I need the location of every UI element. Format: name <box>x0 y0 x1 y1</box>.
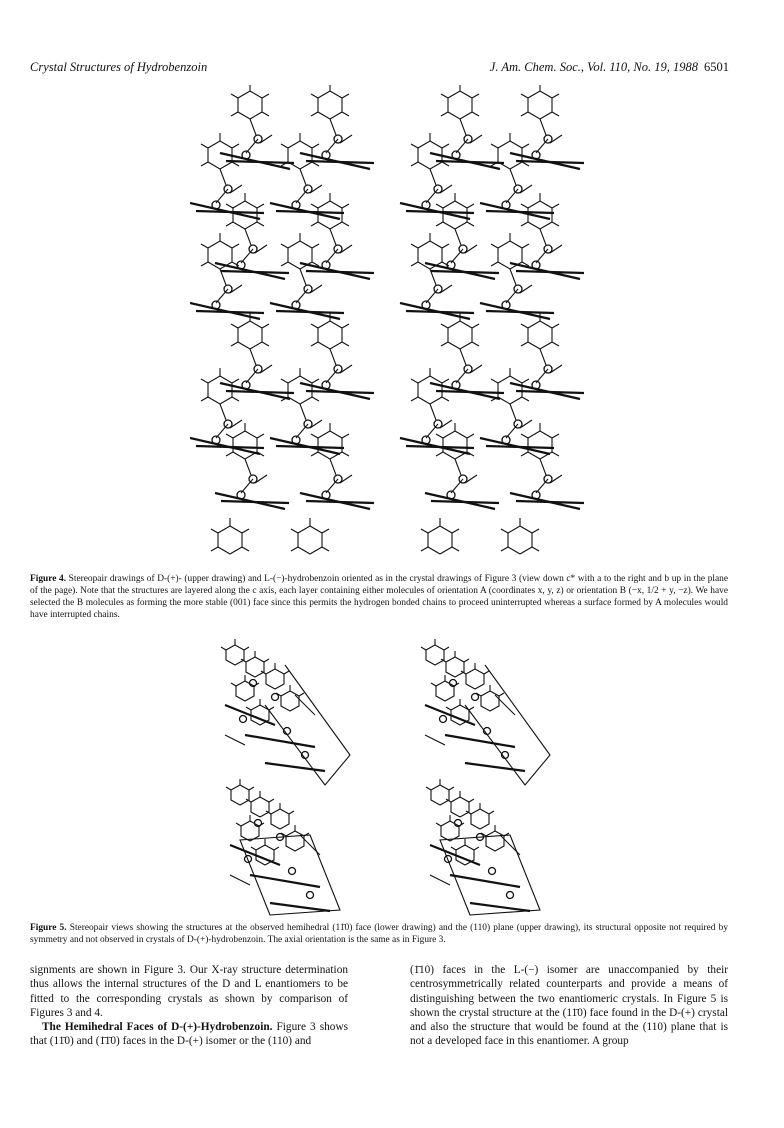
body-right-paragraph: (1̄10) faces in the L-(−) isomer are unaccompanied by their centrosymmetrically related counterparts and provide a means of distinguishing between the two enantiomeric crystals. In Figure 5 is shown the crystal structure at the (11̄0) face found in the D-(+) crystal and also the structure that would be found at the (110) plane that is not a developed face in this enantiomer. A group <box>410 964 728 1048</box>
figure-5-lower-right-view <box>426 779 540 915</box>
figure-5-lower-left-view <box>226 779 340 915</box>
figure-5-upper-left-view <box>221 639 350 785</box>
figure-4-caption-text: Stereopair drawings of D-(+)- (upper drawing) and L-(−)-hydrobenzoin oriented as in the crystal drawings of Figure 3 (view down c* with a to the right and b up in the plane of the page). Note that the structures are layered along the c axis, each layer containing either molecules of orientation A (coordinates x, y, z) or orientation B (−x, 1/2 + y, −z). We have selected the B molecules as forming the more stable (001) face since this permits the hydrogen bonded chains to proceed uninterrupted whereas a surface formed by A molecules would have interrupted chains. <box>30 574 729 620</box>
body-left-paragraph-1: signments are shown in Figure 3. Our X-ray structure determination thus allows the internal structures of the D and L enantiomers to be fitted to the corresponding crystals as shown by comparison of Figures 3 and 4. <box>30 964 348 1019</box>
figure-4-upper-right-view <box>400 85 584 319</box>
figure-5-caption <box>30 922 728 946</box>
page-number: 6501 <box>704 60 729 74</box>
figure-4-caption <box>30 573 728 621</box>
body-column-right <box>410 963 728 1049</box>
figure-5-upper-right-view <box>421 639 550 785</box>
figure-4-drawing <box>190 85 610 560</box>
figure-5-drawing <box>205 635 585 920</box>
section-heading-hemihedral-faces: The Hemihedral Faces of D-(+)-Hydrobenzoin. <box>42 1021 273 1034</box>
figure-5-label: Figure 5. <box>30 923 67 933</box>
figure-4-lower-left-view <box>190 313 374 554</box>
figure-4-label: Figure 4. <box>30 574 67 584</box>
figure-4-upper-left-view <box>190 85 374 319</box>
body-left-paragraph-2: Figure 3 shows that (11̄0) and (1̄1̄0) faces in the D-(+) isomer or the (110) and <box>30 1021 349 1048</box>
body-column-left <box>30 963 348 1049</box>
running-head-journal <box>490 60 729 75</box>
running-head-title: Crystal Structures of Hydrobenzoin <box>30 60 208 74</box>
figure-4-lower-right-view <box>400 313 584 554</box>
journal-citation: J. Am. Chem. Soc., Vol. 110, No. 19, 1988 <box>489 60 698 74</box>
figure-5-caption-text: Stereopair views showing the structures at the observed hemihedral (11̄0) face (lower drawing) and the (110) plane (upper drawing), its structural opposite not required by symmetry and not observed in crystals of D-(+)-hydrobenzoin. The axial orientation is the same as in Figure 3. <box>30 923 729 945</box>
